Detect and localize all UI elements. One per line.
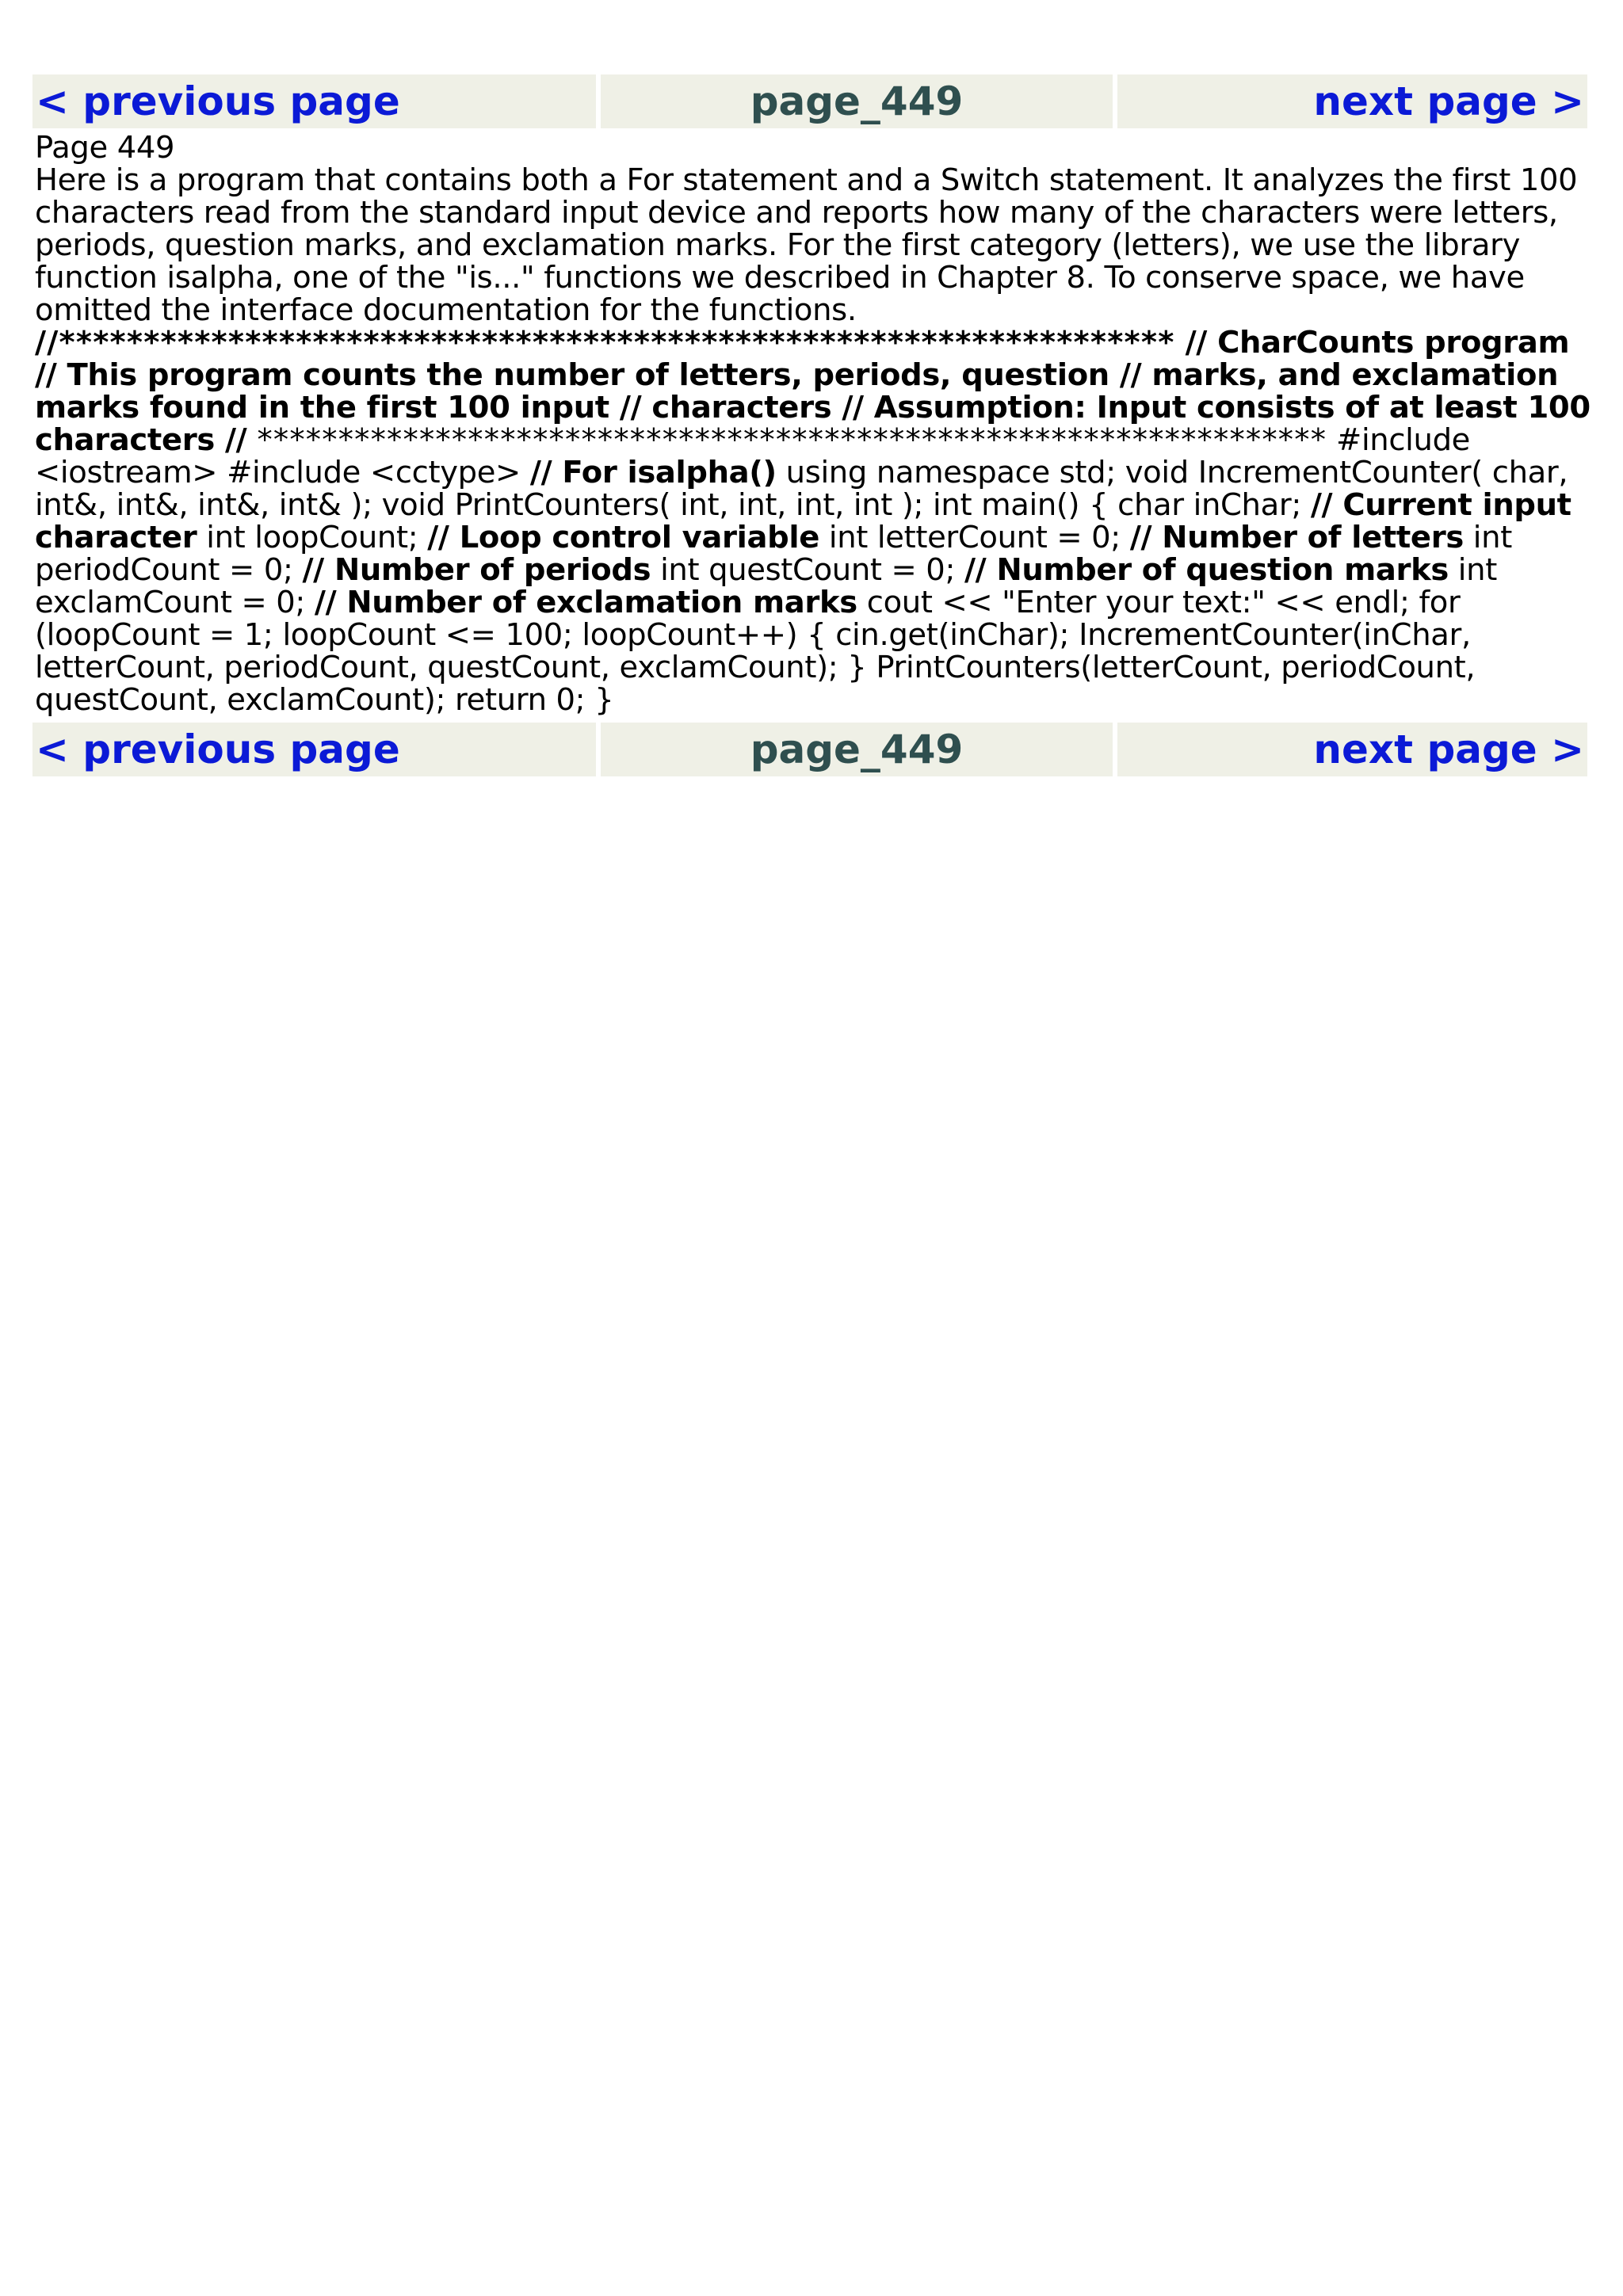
top-previous-page-link[interactable]: < previous page bbox=[36, 78, 400, 124]
book-page bbox=[32, 74, 1592, 776]
code-segment: //****************************************************************** bbox=[35, 325, 1175, 360]
page-number-label: Page 449 bbox=[35, 130, 175, 166]
top-next-page-link[interactable]: next page > bbox=[1313, 78, 1584, 124]
bottom-next-page-link[interactable]: next page > bbox=[1313, 727, 1584, 772]
code-segment: cout << "Enter your text:" << endl; for (loopCount = 1; loopCount <= 100; loopCount++) { cin.get(inChar); IncrementCounter(inChar, letterCount, periodCount, questCount, exclamCount); } PrintCounters(letterCount, periodCount, questCount, exclamCount); return 0; } bbox=[35, 585, 1476, 718]
code-comment: // Number of question marks bbox=[964, 552, 1449, 588]
bottom-next-cell bbox=[1117, 723, 1587, 776]
code-segment: #include <iostream> #include <cctype> bbox=[35, 422, 1470, 490]
code-comment: // Current input character bbox=[35, 487, 1571, 555]
code-segment: int letterCount = 0; bbox=[819, 520, 1130, 555]
page-content bbox=[32, 128, 1592, 723]
top-page-indicator: page_449 bbox=[601, 74, 1113, 128]
intro-paragraph: Here is a program that contains both a For statement and a Switch statement. It analyzes the first 100 characters read from the standard input device and reports how many of the characters were letters, periods, question marks, and exclamation marks. For the first category (letters), we use the library function isalpha, one of the "is..." functions we described in Chapter 8. To conserve space, we have omitted the interface documentation for the functions. bbox=[35, 162, 1578, 328]
code-comment: // Number of letters bbox=[1129, 520, 1464, 555]
code-comment: // Number of periods bbox=[302, 552, 651, 588]
bottom-navigation-bar bbox=[32, 723, 1592, 776]
top-prev-cell bbox=[32, 74, 596, 128]
code-segment: using namespace std; void IncrementCounter( char, int&, int&, int&, int& ); void PrintCounters( int, int, int, int ); int main() { char inChar; bbox=[35, 455, 1568, 523]
code-comment: // For isalpha() bbox=[529, 455, 777, 490]
code-comment: // Number of exclamation marks bbox=[314, 585, 857, 620]
code-comment: // Loop control variable bbox=[427, 520, 819, 555]
code-segment: int questCount = 0; bbox=[651, 552, 964, 588]
code-listing bbox=[35, 326, 1592, 716]
top-navigation-bar bbox=[32, 74, 1592, 128]
bottom-page-indicator: page_449 bbox=[601, 723, 1113, 776]
code-segment: int exclamCount = 0; bbox=[35, 552, 1497, 620]
top-next-cell bbox=[1117, 74, 1587, 128]
bottom-previous-page-link[interactable]: < previous page bbox=[36, 727, 400, 772]
code-segment: // bbox=[1174, 325, 1208, 360]
code-segment: int loopCount; bbox=[197, 520, 428, 555]
bottom-prev-cell bbox=[32, 723, 596, 776]
code-segment: int periodCount = 0; bbox=[35, 520, 1512, 588]
code-segment: ****************************************************************** bbox=[257, 422, 1327, 458]
code-segment: CharCounts program // This program counts the number of letters, periods, question // marks, and exclamation marks found in the first 100 input // characters // Assumption: Input consists of at least 100 characters // bbox=[35, 325, 1591, 458]
